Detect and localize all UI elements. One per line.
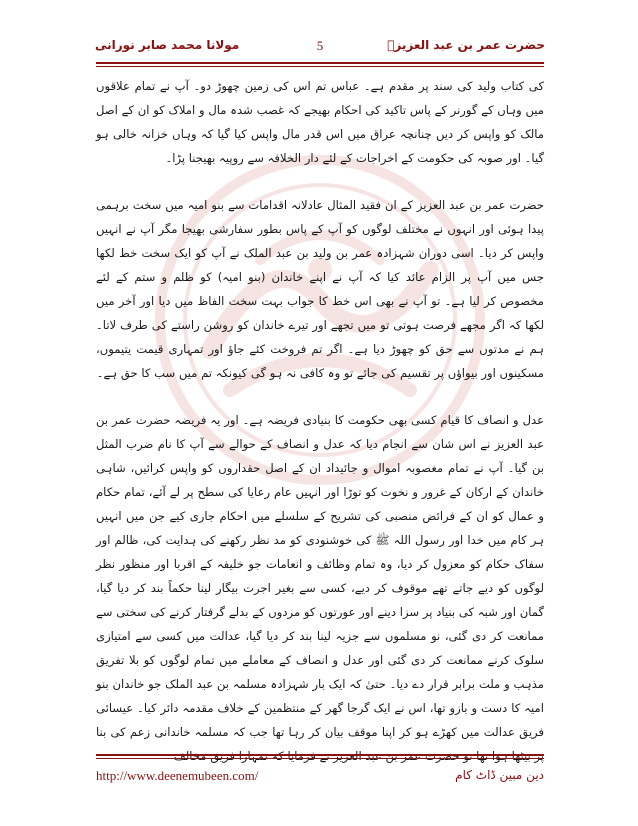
page-footer [96,768,544,788]
header-divider [96,62,544,64]
website-name: دین مبین ڈاٹ کام [455,768,544,782]
website-link[interactable]: http://www.deenemubeen.com/ [96,768,259,783]
footer-divider-thin [96,758,544,759]
page-number: 5 [316,38,324,53]
header-divider-thin [96,66,544,67]
document-body [96,74,544,768]
footer-divider [96,754,544,756]
author-name: مولانا محمد صابر نورانی [95,38,240,52]
paragraph-2: حضرت عمر بن عبد العزیز کے ان فقید المثال عادلانہ اقدامات سے بنو امیہ میں سخت برہمی پیدا ہوئی اور انہوں نے مختلف لوگوں کو آپ کے پاس بطور سفارشی بھیجا مگر آپ نے انہیں واپس کر دیا۔ اسی دوران شہزادہ عمر بن ولید بن عبد الملک نے آپ کو ایک سخت خط لکھا جس میں آپ پر الزام عائد کیا کہ آپ نے اپنے خاندان (بنو امیہ) کو ظلم و ستم کے لئے مخصوص کر لیا ہے۔ تو آپ نے بھی اس خط کا جواب بہت سخت الفاظ میں دیا اور آخر میں لکھا کہ اگر مجھے فرصت ہوتی تو میں تجھے اور تیرے خاندان کو روشن راستے کی طرف لاتا۔ ہم نے مدتوں سے حق کو چھوڑ دیا ہے۔ اگر تم فروخت کئے جاؤ اور تمہاری قیمت یتیموں، مسکینوں اور بیواؤں پر تقسیم کی جائے تو وہ کافی نہ ہو گی کیونکہ تم میں سب کا حق ہے۔ [96,198,544,380]
paragraph-3: عدل و انصاف کا قیام کسی بھی حکومت کا بنیادی فریضہ ہے۔ اور یہ فریضہ حضرت عمر بن عبد العزیز نے اس شان سے انجام دیا کہ عدل و انصاف کے حوالے سے آپ کا نام ضرب المثل بن گیا۔ آپ نے تمام مغصوبہ اموال و جائیداد ان کے اصل حقداروں کو واپس کرائیں، شاہی خاندان کے ارکان کے غرور و نخوت کو توڑا اور انہیں عام رعایا کی سطح پر لے آئے، تمام حکام و عمال کو ان کے فرائض منصبی کی تشریح کے سلسلے میں احکام جاری کیے جن میں انہیں ہر کام میں خدا اور رسول اللہ ﷺ کی خوشنودی کو مد نظر رکھنے کی ہدایت کی، ظالم اور سفاک حکام کو معزول کر دیا، وہ تمام وظائف و انعامات جو خلیفہ کے اقربا اور منظور نظر لوگوں کو دیے جاتے تھے موقوف کر دیے، کسی سے بغیر اجرت بیگار لینا حکماً بند کر دیا گیا، گمان اور شبہ کی بنیاد پر سزا دینے اور عورتوں کو مردوں کے بدلے گرفتار کرنے کی سختی سے ممانعت کر دی گئی، نو مسلموں سے جزیہ لینا بند کر دیا گیا، عدالت میں کسی سے امتیازی سلوک کرنے ممانعت کر دی گئی اور عدل و انصاف کے معاملے میں تمام لوگوں کو بلا تفریق مذہب و ملت برابر قرار دے دیا۔ حتیٰ کہ ایک بار شہزادہ مسلمہ بن عبد الملک جو خاندان بنو امیہ کا دست و بازو تھا، اس نے ایک گرجا گھر کے منتظمین کے خلاف مقدمہ دائر کیا۔ عیسائی فریق عدالت میں کھڑے ہو کر اپنا موقف بیان کر رہا تھا جب کہ مسلمہ خاندانی زعم کی بنا پر بیٹھا ہوا تھا تو حضرت عمر بن عبد العزیز نے فرمایا کہ تمہارا فریق مخالف [96,413,544,763]
document-title: حضرت عمر بن عبد العزیزؒ [387,38,545,52]
paragraph-1: کی کتاب ولید کی سند پر مقدم ہے۔ عباس تم اس کی زمین چھوڑ دو۔ آپ نے تمام علاقوں میں وہاں کے گورنر کے پاس تاکید کی احکام بھیجے کہ غصب شدہ مال و املاک کو ان کے اصل مالک کو واپس کر دیں چنانچہ عراق میں اس قدر مال واپس کیا گیا کہ وہاں خزانہ خالی ہو گیا۔ اور صوبہ کی حکومت کے اخراجات کے لئے دار الخلافہ سے روپیہ بھیجنا پڑا۔ [96,79,544,165]
page-header [95,38,545,60]
